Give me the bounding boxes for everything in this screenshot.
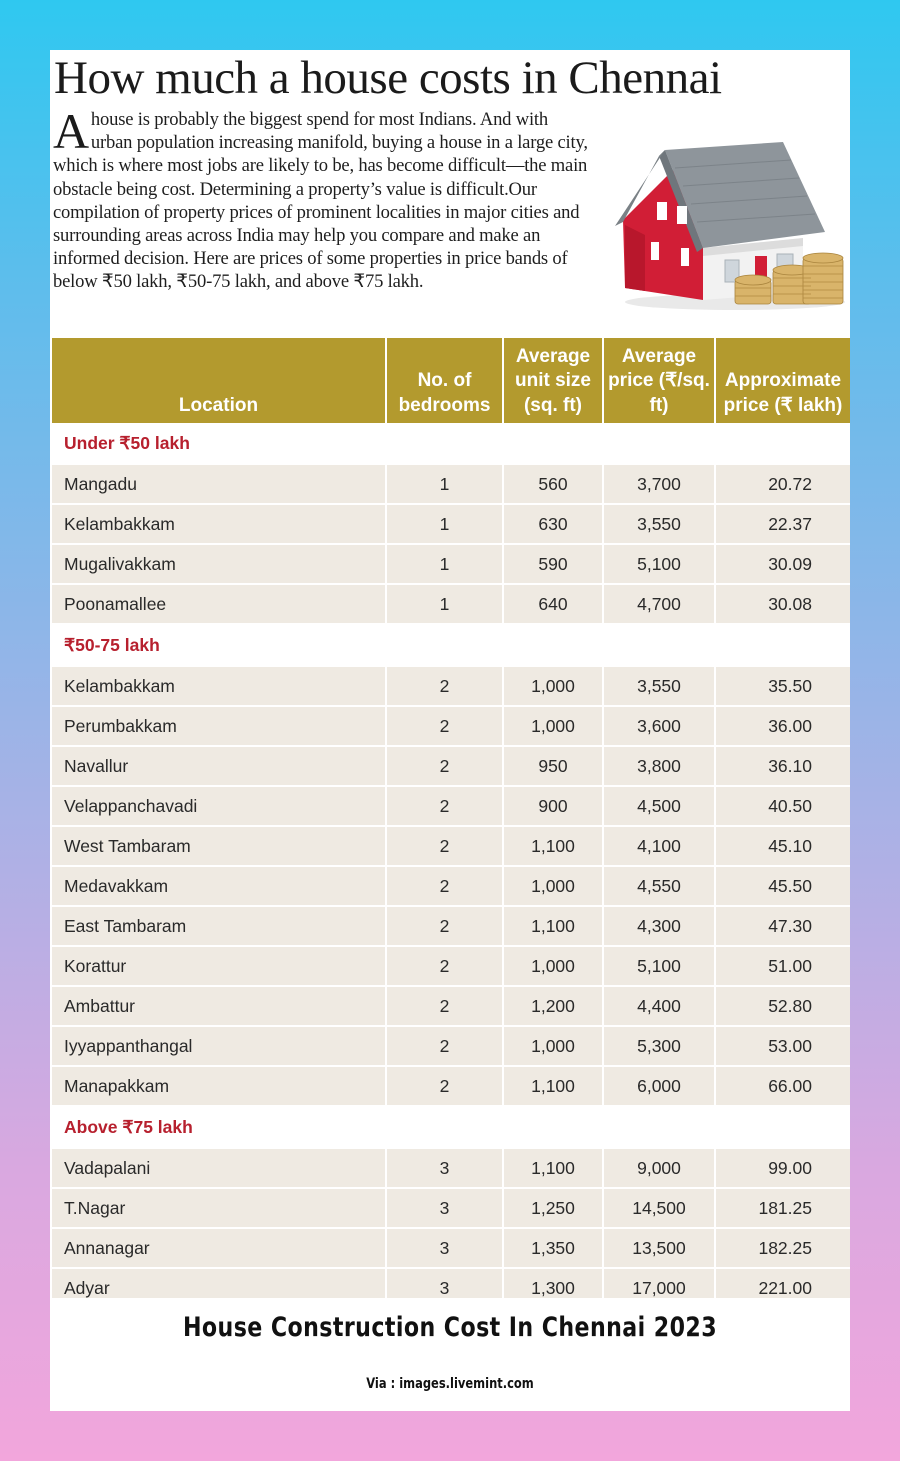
cell-approx-price: 181.25: [715, 1188, 850, 1228]
cell-approx-price: 36.00: [715, 706, 850, 746]
table-row: [52, 906, 850, 946]
cell-approx-price: 182.25: [715, 1228, 850, 1268]
price-band-row: [52, 423, 850, 464]
table-header-row: [52, 338, 850, 423]
cell-location: Medavakkam: [52, 866, 386, 906]
cell-approx-price: 40.50: [715, 786, 850, 826]
cell-approx-price: 52.80: [715, 986, 850, 1026]
cell-unit-size: 1,000: [503, 666, 603, 706]
cell-location: West Tambaram: [52, 826, 386, 866]
cell-bedrooms: 2: [386, 1066, 503, 1106]
cell-unit-size: 560: [503, 464, 603, 504]
price-band-label: Above ₹75 lakh: [52, 1106, 850, 1148]
column-header-approx-price: Approximate price (₹ lakh): [715, 338, 850, 423]
cell-bedrooms: 2: [386, 666, 503, 706]
column-header-unit-size: Average unit size (sq. ft): [503, 338, 603, 423]
cell-bedrooms: 1: [386, 544, 503, 584]
cell-avg-price: 4,400: [603, 986, 715, 1026]
cell-bedrooms: 2: [386, 906, 503, 946]
cell-approx-price: 51.00: [715, 946, 850, 986]
price-band-label: ₹50-75 lakh: [52, 624, 850, 666]
cell-unit-size: 1,300: [503, 1268, 603, 1308]
cell-avg-price: 9,000: [603, 1148, 715, 1188]
cell-location: Mugalivakkam: [52, 544, 386, 584]
cell-location: Velappanchavadi: [52, 786, 386, 826]
cell-unit-size: 950: [503, 746, 603, 786]
cell-bedrooms: 3: [386, 1268, 503, 1308]
cell-approx-price: 35.50: [715, 666, 850, 706]
table-row: [52, 464, 850, 504]
cell-bedrooms: 2: [386, 1026, 503, 1066]
cell-unit-size: 1,000: [503, 1026, 603, 1066]
cell-bedrooms: 1: [386, 464, 503, 504]
column-header-avg-price: Average price (₹/sq. ft): [603, 338, 715, 423]
cell-approx-price: 53.00: [715, 1026, 850, 1066]
cell-approx-price: 30.09: [715, 544, 850, 584]
cell-unit-size: 590: [503, 544, 603, 584]
table-row: [52, 1148, 850, 1188]
table-row: [52, 666, 850, 706]
cell-location: Mangadu: [52, 464, 386, 504]
caption-panel: [50, 1298, 850, 1411]
cell-approx-price: 99.00: [715, 1148, 850, 1188]
cell-unit-size: 1,100: [503, 826, 603, 866]
cell-bedrooms: 3: [386, 1188, 503, 1228]
price-table: [52, 338, 850, 1309]
cell-avg-price: 5,300: [603, 1026, 715, 1066]
cell-avg-price: 5,100: [603, 946, 715, 986]
cell-approx-price: 45.50: [715, 866, 850, 906]
cell-unit-size: 1,100: [503, 906, 603, 946]
table-row: [52, 504, 850, 544]
price-band-row: [52, 1106, 850, 1148]
cell-location: Kelambakkam: [52, 666, 386, 706]
cell-approx-price: 22.37: [715, 504, 850, 544]
cell-location: Navallur: [52, 746, 386, 786]
table-row: [52, 1066, 850, 1106]
cell-unit-size: 1,200: [503, 986, 603, 1026]
cell-unit-size: 1,100: [503, 1148, 603, 1188]
cell-avg-price: 3,600: [603, 706, 715, 746]
cell-avg-price: 3,550: [603, 504, 715, 544]
cell-unit-size: 1,250: [503, 1188, 603, 1228]
table-body: [52, 423, 850, 1308]
cell-bedrooms: 2: [386, 746, 503, 786]
price-band-label: Under ₹50 lakh: [52, 423, 850, 464]
cell-approx-price: 36.10: [715, 746, 850, 786]
cell-bedrooms: 2: [386, 866, 503, 906]
caption-title: House Construction Cost In Chennai 2023: [182, 1312, 718, 1343]
price-band-row: [52, 624, 850, 666]
cell-avg-price: 4,700: [603, 584, 715, 624]
table-row: [52, 706, 850, 746]
cell-avg-price: 4,500: [603, 786, 715, 826]
article-title: How much a house costs in Chennai: [54, 52, 722, 104]
cell-unit-size: 1,000: [503, 946, 603, 986]
cell-avg-price: 13,500: [603, 1228, 715, 1268]
cell-bedrooms: 2: [386, 986, 503, 1026]
table-row: [52, 1188, 850, 1228]
cell-approx-price: 45.10: [715, 826, 850, 866]
cell-avg-price: 5,100: [603, 544, 715, 584]
cell-avg-price: 4,300: [603, 906, 715, 946]
cell-location: Korattur: [52, 946, 386, 986]
cell-bedrooms: 2: [386, 706, 503, 746]
cell-approx-price: 20.72: [715, 464, 850, 504]
cell-location: Perumbakkam: [52, 706, 386, 746]
cell-avg-price: 17,000: [603, 1268, 715, 1308]
cell-unit-size: 640: [503, 584, 603, 624]
cell-location: Iyyappanthangal: [52, 1026, 386, 1066]
cell-avg-price: 4,550: [603, 866, 715, 906]
cell-unit-size: 1,350: [503, 1228, 603, 1268]
cell-location: Kelambakkam: [52, 504, 386, 544]
cell-location: T.Nagar: [52, 1188, 386, 1228]
table-row: [52, 986, 850, 1026]
source-credit: Via : images.livemint.com: [366, 1376, 534, 1392]
cell-location: Vadapalani: [52, 1148, 386, 1188]
table-row: [52, 786, 850, 826]
cell-unit-size: 630: [503, 504, 603, 544]
cell-avg-price: 6,000: [603, 1066, 715, 1106]
table-row: [52, 866, 850, 906]
cell-avg-price: 3,800: [603, 746, 715, 786]
table-row: [52, 946, 850, 986]
table-row: [52, 584, 850, 624]
intro-text: house is probably the biggest spend for most Indians. And with urban population increasing manifold, buying a house in a large city, which is where most jobs are likely to be, has become difficult—the main obstacle being cost. Determining a property’s value is difficult.Our compilation of property prices of prominent localities in major cities and surrounding areas across India may help you compare and make an informed decision. Here are prices of some properties in price bands of below ₹50 lakh, ₹50-75 lakh, and above ₹75 lakh.: [53, 109, 588, 293]
cell-avg-price: 3,700: [603, 464, 715, 504]
cell-bedrooms: 2: [386, 946, 503, 986]
table-row: [52, 746, 850, 786]
cell-approx-price: 66.00: [715, 1066, 850, 1106]
cell-bedrooms: 1: [386, 584, 503, 624]
cell-avg-price: 3,550: [603, 666, 715, 706]
cell-unit-size: 1,000: [503, 706, 603, 746]
cell-unit-size: 1,000: [503, 866, 603, 906]
article-intro: [53, 103, 588, 294]
drop-cap: A: [53, 103, 89, 159]
cell-location: Adyar: [52, 1268, 386, 1308]
cell-approx-price: 47.30: [715, 906, 850, 946]
cell-approx-price: 221.00: [715, 1268, 850, 1308]
cell-approx-price: 30.08: [715, 584, 850, 624]
table-row: [52, 1026, 850, 1066]
cell-bedrooms: 2: [386, 786, 503, 826]
cell-bedrooms: 3: [386, 1148, 503, 1188]
cell-bedrooms: 3: [386, 1228, 503, 1268]
cell-bedrooms: 1: [386, 504, 503, 544]
cell-location: Manapakkam: [52, 1066, 386, 1106]
house-with-coins-icon: [585, 130, 850, 315]
cell-unit-size: 1,100: [503, 1066, 603, 1106]
cell-location: East Tambaram: [52, 906, 386, 946]
table-row: [52, 1228, 850, 1268]
table-row: [52, 544, 850, 584]
column-header-bedrooms: No. of bedrooms: [386, 338, 503, 423]
article-card: [50, 50, 850, 1411]
cell-unit-size: 900: [503, 786, 603, 826]
cell-location: Annanagar: [52, 1228, 386, 1268]
cell-avg-price: 14,500: [603, 1188, 715, 1228]
cell-bedrooms: 2: [386, 826, 503, 866]
cell-avg-price: 4,100: [603, 826, 715, 866]
cell-location: Ambattur: [52, 986, 386, 1026]
column-header-location: Location: [52, 338, 386, 423]
table-row: [52, 826, 850, 866]
cell-location: Poonamallee: [52, 584, 386, 624]
